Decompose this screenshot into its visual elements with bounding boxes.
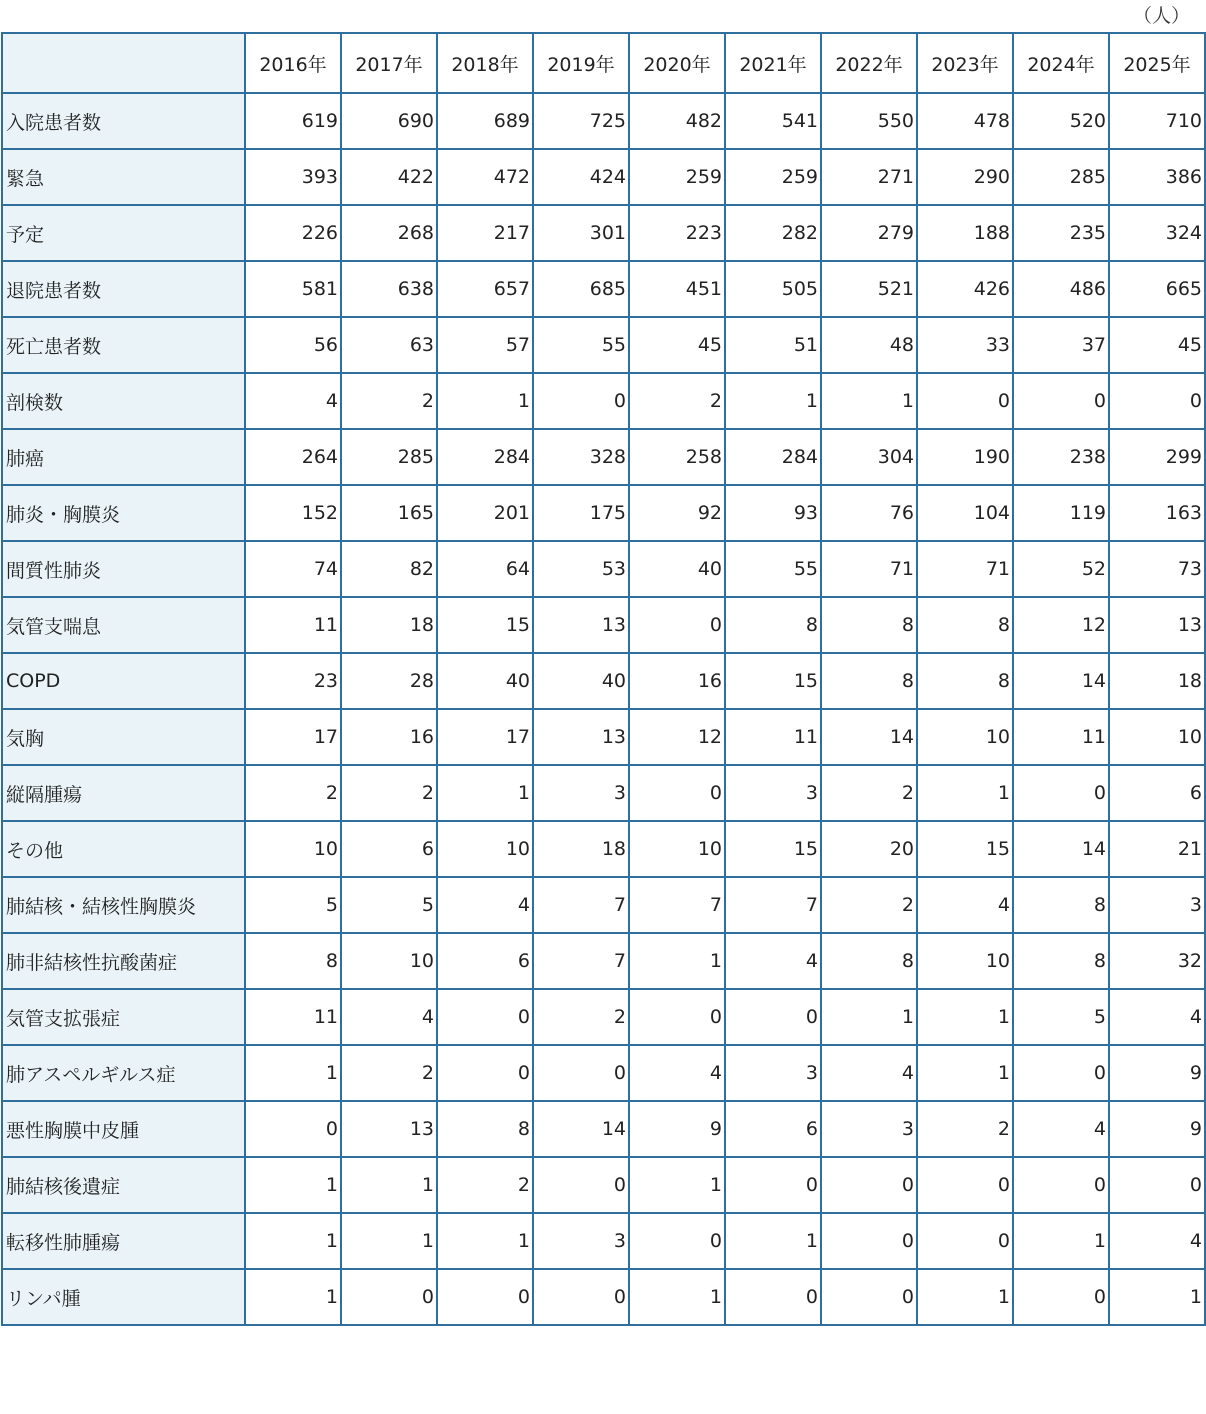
table-cell: 1 <box>1109 1269 1205 1325</box>
table-cell: 0 <box>917 1213 1013 1269</box>
table-cell: 3 <box>1109 877 1205 933</box>
table-cell: 1 <box>917 989 1013 1045</box>
table-cell: 23 <box>245 653 341 709</box>
table-row <box>2 1269 1205 1325</box>
year-header: 2016年 <box>245 33 341 93</box>
table-row <box>2 485 1205 541</box>
table-cell: 74 <box>245 541 341 597</box>
row-label: 気管支拡張症 <box>2 989 245 1045</box>
table-cell: 53 <box>533 541 629 597</box>
row-label: 死亡患者数 <box>2 317 245 373</box>
table-cell: 0 <box>341 1269 437 1325</box>
table-cell: 4 <box>437 877 533 933</box>
table-cell: 152 <box>245 485 341 541</box>
table-cell: 6 <box>725 1101 821 1157</box>
table-cell: 1 <box>629 1269 725 1325</box>
table-cell: 8 <box>821 597 917 653</box>
table-cell: 2 <box>533 989 629 1045</box>
table-cell: 64 <box>437 541 533 597</box>
table-cell: 7 <box>533 877 629 933</box>
table-row <box>2 989 1205 1045</box>
table-row <box>2 597 1205 653</box>
table-cell: 285 <box>341 429 437 485</box>
table-cell: 13 <box>341 1101 437 1157</box>
table-cell: 28 <box>341 653 437 709</box>
table-cell: 4 <box>821 1045 917 1101</box>
table-cell: 3 <box>533 765 629 821</box>
table-cell: 10 <box>629 821 725 877</box>
table-cell: 657 <box>437 261 533 317</box>
table-cell: 15 <box>725 653 821 709</box>
table-cell: 20 <box>821 821 917 877</box>
table-cell: 190 <box>917 429 1013 485</box>
table-cell: 0 <box>821 1269 917 1325</box>
table-cell: 2 <box>341 1045 437 1101</box>
table-cell: 0 <box>821 1157 917 1213</box>
table-row <box>2 149 1205 205</box>
table-cell: 301 <box>533 205 629 261</box>
table-cell: 119 <box>1013 485 1109 541</box>
table-cell: 521 <box>821 261 917 317</box>
table-cell: 1 <box>245 1269 341 1325</box>
year-header: 2019年 <box>533 33 629 93</box>
table-cell: 217 <box>437 205 533 261</box>
row-label: 気胸 <box>2 709 245 765</box>
table-cell: 21 <box>1109 821 1205 877</box>
table-cell: 48 <box>821 317 917 373</box>
table-cell: 1 <box>245 1213 341 1269</box>
table-cell: 0 <box>917 1157 1013 1213</box>
table-cell: 8 <box>1013 877 1109 933</box>
table-cell: 45 <box>629 317 725 373</box>
row-label: 緊急 <box>2 149 245 205</box>
table-cell: 188 <box>917 205 1013 261</box>
table-cell: 271 <box>821 149 917 205</box>
table-cell: 259 <box>629 149 725 205</box>
table-cell: 10 <box>437 821 533 877</box>
table-cell: 165 <box>341 485 437 541</box>
table-cell: 56 <box>245 317 341 373</box>
table-cell: 12 <box>1013 597 1109 653</box>
table-row <box>2 933 1205 989</box>
table-cell: 6 <box>437 933 533 989</box>
row-label: 縦隔腫瘍 <box>2 765 245 821</box>
row-label: 悪性胸膜中皮腫 <box>2 1101 245 1157</box>
table-cell: 2 <box>629 373 725 429</box>
table-cell: 7 <box>725 877 821 933</box>
table-cell: 0 <box>533 1045 629 1101</box>
table-cell: 9 <box>1109 1101 1205 1157</box>
table-cell: 1 <box>341 1213 437 1269</box>
table-cell: 11 <box>245 597 341 653</box>
table-row <box>2 653 1205 709</box>
table-cell: 11 <box>1013 709 1109 765</box>
year-header: 2017年 <box>341 33 437 93</box>
year-header: 2021年 <box>725 33 821 93</box>
table-cell: 33 <box>917 317 1013 373</box>
table-cell: 17 <box>245 709 341 765</box>
table-cell: 0 <box>1013 765 1109 821</box>
table-cell: 1 <box>437 765 533 821</box>
table-cell: 1 <box>341 1157 437 1213</box>
table-row <box>2 1213 1205 1269</box>
table-cell: 1 <box>821 373 917 429</box>
table-cell: 7 <box>629 877 725 933</box>
row-label: その他 <box>2 821 245 877</box>
table-cell: 482 <box>629 93 725 149</box>
table-cell: 259 <box>725 149 821 205</box>
table-cell: 14 <box>1013 821 1109 877</box>
table-cell: 8 <box>917 597 1013 653</box>
row-label: リンパ腫 <box>2 1269 245 1325</box>
table-row <box>2 429 1205 485</box>
row-label: 入院患者数 <box>2 93 245 149</box>
table-cell: 40 <box>533 653 629 709</box>
table-cell: 104 <box>917 485 1013 541</box>
table-cell: 163 <box>1109 485 1205 541</box>
table-cell: 1 <box>917 1269 1013 1325</box>
table-cell: 14 <box>1013 653 1109 709</box>
table-cell: 4 <box>1013 1101 1109 1157</box>
table-cell: 282 <box>725 205 821 261</box>
table-cell: 258 <box>629 429 725 485</box>
table-cell: 18 <box>533 821 629 877</box>
table-cell: 279 <box>821 205 917 261</box>
table-cell: 5 <box>341 877 437 933</box>
table-cell: 235 <box>1013 205 1109 261</box>
table-cell: 0 <box>437 1045 533 1101</box>
table-cell: 32 <box>1109 933 1205 989</box>
table-cell: 710 <box>1109 93 1205 149</box>
table-cell: 8 <box>1013 933 1109 989</box>
table-cell: 541 <box>725 93 821 149</box>
table-cell: 581 <box>245 261 341 317</box>
table-cell: 0 <box>629 1213 725 1269</box>
row-label: COPD <box>2 653 245 709</box>
table-cell: 665 <box>1109 261 1205 317</box>
table-cell: 11 <box>245 989 341 1045</box>
table-cell: 71 <box>917 541 1013 597</box>
table-cell: 520 <box>1013 93 1109 149</box>
table-cell: 0 <box>629 765 725 821</box>
table-cell: 1 <box>629 1157 725 1213</box>
row-label: 肺癌 <box>2 429 245 485</box>
table-cell: 1 <box>629 933 725 989</box>
table-cell: 1 <box>245 1045 341 1101</box>
table-cell: 690 <box>341 93 437 149</box>
table-cell: 472 <box>437 149 533 205</box>
table-cell: 8 <box>245 933 341 989</box>
table-cell: 3 <box>725 1045 821 1101</box>
row-label: 肺炎・胸膜炎 <box>2 485 245 541</box>
table-cell: 0 <box>629 597 725 653</box>
table-cell: 0 <box>245 1101 341 1157</box>
table-cell: 422 <box>341 149 437 205</box>
table-cell: 0 <box>533 1157 629 1213</box>
row-label: 退院患者数 <box>2 261 245 317</box>
table-cell: 71 <box>821 541 917 597</box>
table-cell: 15 <box>437 597 533 653</box>
table-cell: 0 <box>533 373 629 429</box>
row-label: 気管支喘息 <box>2 597 245 653</box>
table-cell: 1 <box>437 373 533 429</box>
table-cell: 285 <box>1013 149 1109 205</box>
table-cell: 0 <box>725 989 821 1045</box>
table-cell: 13 <box>533 709 629 765</box>
table-cell: 17 <box>437 709 533 765</box>
table-cell: 8 <box>821 933 917 989</box>
row-label: 転移性肺腫瘍 <box>2 1213 245 1269</box>
table-cell: 7 <box>533 933 629 989</box>
unit-label: （人） <box>1132 5 1190 27</box>
table-cell: 5 <box>1013 989 1109 1045</box>
table-cell: 0 <box>725 1269 821 1325</box>
table-row <box>2 317 1205 373</box>
table-cell: 451 <box>629 261 725 317</box>
table-cell: 1 <box>725 1213 821 1269</box>
table-cell: 426 <box>917 261 1013 317</box>
table-cell: 9 <box>1109 1045 1205 1101</box>
table-cell: 93 <box>725 485 821 541</box>
table-cell: 4 <box>1109 989 1205 1045</box>
year-header: 2025年 <box>1109 33 1205 93</box>
row-label: 肺アスペルギルス症 <box>2 1045 245 1101</box>
table-cell: 1 <box>917 765 1013 821</box>
year-header: 2020年 <box>629 33 725 93</box>
table-row <box>2 261 1205 317</box>
table-cell: 10 <box>917 709 1013 765</box>
table-cell: 8 <box>725 597 821 653</box>
table-row <box>2 709 1205 765</box>
table-cell: 238 <box>1013 429 1109 485</box>
table-cell: 18 <box>341 597 437 653</box>
table-cell: 725 <box>533 93 629 149</box>
table-cell: 5 <box>245 877 341 933</box>
table-cell: 0 <box>1013 1269 1109 1325</box>
table-cell: 16 <box>341 709 437 765</box>
table-cell: 4 <box>245 373 341 429</box>
table-cell: 284 <box>437 429 533 485</box>
table-cell: 2 <box>821 765 917 821</box>
table-cell: 0 <box>1013 1157 1109 1213</box>
table-cell: 10 <box>1109 709 1205 765</box>
table-cell: 55 <box>533 317 629 373</box>
table-cell: 0 <box>437 989 533 1045</box>
table-cell: 76 <box>821 485 917 541</box>
table-cell: 424 <box>533 149 629 205</box>
table-cell: 1 <box>821 989 917 1045</box>
table-cell: 14 <box>533 1101 629 1157</box>
table-cell: 55 <box>725 541 821 597</box>
table-cell: 13 <box>533 597 629 653</box>
table-cell: 2 <box>437 1157 533 1213</box>
table-cell: 52 <box>1013 541 1109 597</box>
table-cell: 10 <box>917 933 1013 989</box>
header-row <box>2 33 1205 93</box>
table-cell: 57 <box>437 317 533 373</box>
table-cell: 4 <box>1109 1213 1205 1269</box>
table-row <box>2 1157 1205 1213</box>
table-cell: 3 <box>533 1213 629 1269</box>
year-header: 2022年 <box>821 33 917 93</box>
table-cell: 486 <box>1013 261 1109 317</box>
table-row <box>2 93 1205 149</box>
table-cell: 0 <box>629 989 725 1045</box>
table-cell: 4 <box>917 877 1013 933</box>
table-cell: 37 <box>1013 317 1109 373</box>
table-row <box>2 877 1205 933</box>
year-header: 2023年 <box>917 33 1013 93</box>
table-row <box>2 1101 1205 1157</box>
table-cell: 0 <box>1013 1045 1109 1101</box>
table-cell: 40 <box>437 653 533 709</box>
table-cell: 689 <box>437 93 533 149</box>
statistics-table <box>1 32 1206 1326</box>
table-cell: 14 <box>821 709 917 765</box>
table-cell: 0 <box>725 1157 821 1213</box>
table-cell: 0 <box>1013 373 1109 429</box>
table-cell: 6 <box>1109 765 1205 821</box>
row-label: 予定 <box>2 205 245 261</box>
table-cell: 9 <box>629 1101 725 1157</box>
table-cell: 63 <box>341 317 437 373</box>
table-cell: 223 <box>629 205 725 261</box>
table-cell: 1 <box>245 1157 341 1213</box>
table-cell: 92 <box>629 485 725 541</box>
corner-cell <box>2 33 245 93</box>
table-cell: 4 <box>725 933 821 989</box>
table-cell: 10 <box>245 821 341 877</box>
table-cell: 8 <box>821 653 917 709</box>
table-cell: 12 <box>629 709 725 765</box>
table-cell: 2 <box>341 373 437 429</box>
table-cell: 299 <box>1109 429 1205 485</box>
table-cell: 11 <box>725 709 821 765</box>
table-cell: 51 <box>725 317 821 373</box>
table-body <box>2 93 1205 1325</box>
table-cell: 45 <box>1109 317 1205 373</box>
table-cell: 16 <box>629 653 725 709</box>
table-cell: 0 <box>1109 373 1205 429</box>
table-cell: 2 <box>917 1101 1013 1157</box>
table-cell: 1 <box>437 1213 533 1269</box>
table-cell: 264 <box>245 429 341 485</box>
table-row <box>2 1045 1205 1101</box>
table-cell: 268 <box>341 205 437 261</box>
row-label: 間質性肺炎 <box>2 541 245 597</box>
table-cell: 386 <box>1109 149 1205 205</box>
table-cell: 393 <box>245 149 341 205</box>
table-cell: 15 <box>725 821 821 877</box>
table-cell: 0 <box>821 1213 917 1269</box>
row-label: 肺結核後遺症 <box>2 1157 245 1213</box>
table-cell: 40 <box>629 541 725 597</box>
table-cell: 1 <box>1013 1213 1109 1269</box>
table-cell: 18 <box>1109 653 1205 709</box>
table-cell: 226 <box>245 205 341 261</box>
table-cell: 8 <box>917 653 1013 709</box>
table-cell: 619 <box>245 93 341 149</box>
row-label: 肺非結核性抗酸菌症 <box>2 933 245 989</box>
table-cell: 2 <box>821 877 917 933</box>
table-cell: 1 <box>725 373 821 429</box>
table-cell: 175 <box>533 485 629 541</box>
table-cell: 0 <box>437 1269 533 1325</box>
table-cell: 15 <box>917 821 1013 877</box>
table-cell: 505 <box>725 261 821 317</box>
table-cell: 6 <box>341 821 437 877</box>
table-cell: 4 <box>629 1045 725 1101</box>
table-cell: 0 <box>533 1269 629 1325</box>
table-cell: 284 <box>725 429 821 485</box>
table-cell: 638 <box>341 261 437 317</box>
table-cell: 1 <box>917 1045 1013 1101</box>
table-cell: 4 <box>341 989 437 1045</box>
table-cell: 290 <box>917 149 1013 205</box>
table-row <box>2 541 1205 597</box>
table-cell: 82 <box>341 541 437 597</box>
table-cell: 685 <box>533 261 629 317</box>
table-cell: 10 <box>341 933 437 989</box>
row-label: 肺結核・結核性胸膜炎 <box>2 877 245 933</box>
table-cell: 550 <box>821 93 917 149</box>
table-cell: 0 <box>1109 1157 1205 1213</box>
table-row <box>2 373 1205 429</box>
year-header: 2018年 <box>437 33 533 93</box>
table-row <box>2 765 1205 821</box>
table-cell: 2 <box>245 765 341 821</box>
table-cell: 13 <box>1109 597 1205 653</box>
table-cell: 2 <box>341 765 437 821</box>
table-cell: 73 <box>1109 541 1205 597</box>
year-header: 2024年 <box>1013 33 1109 93</box>
table-cell: 201 <box>437 485 533 541</box>
table-row <box>2 205 1205 261</box>
table-cell: 0 <box>917 373 1013 429</box>
table-cell: 3 <box>821 1101 917 1157</box>
row-label: 剖検数 <box>2 373 245 429</box>
table-cell: 478 <box>917 93 1013 149</box>
table-cell: 3 <box>725 765 821 821</box>
table-row <box>2 821 1205 877</box>
table-cell: 8 <box>437 1101 533 1157</box>
table-cell: 328 <box>533 429 629 485</box>
table-cell: 304 <box>821 429 917 485</box>
table-cell: 324 <box>1109 205 1205 261</box>
